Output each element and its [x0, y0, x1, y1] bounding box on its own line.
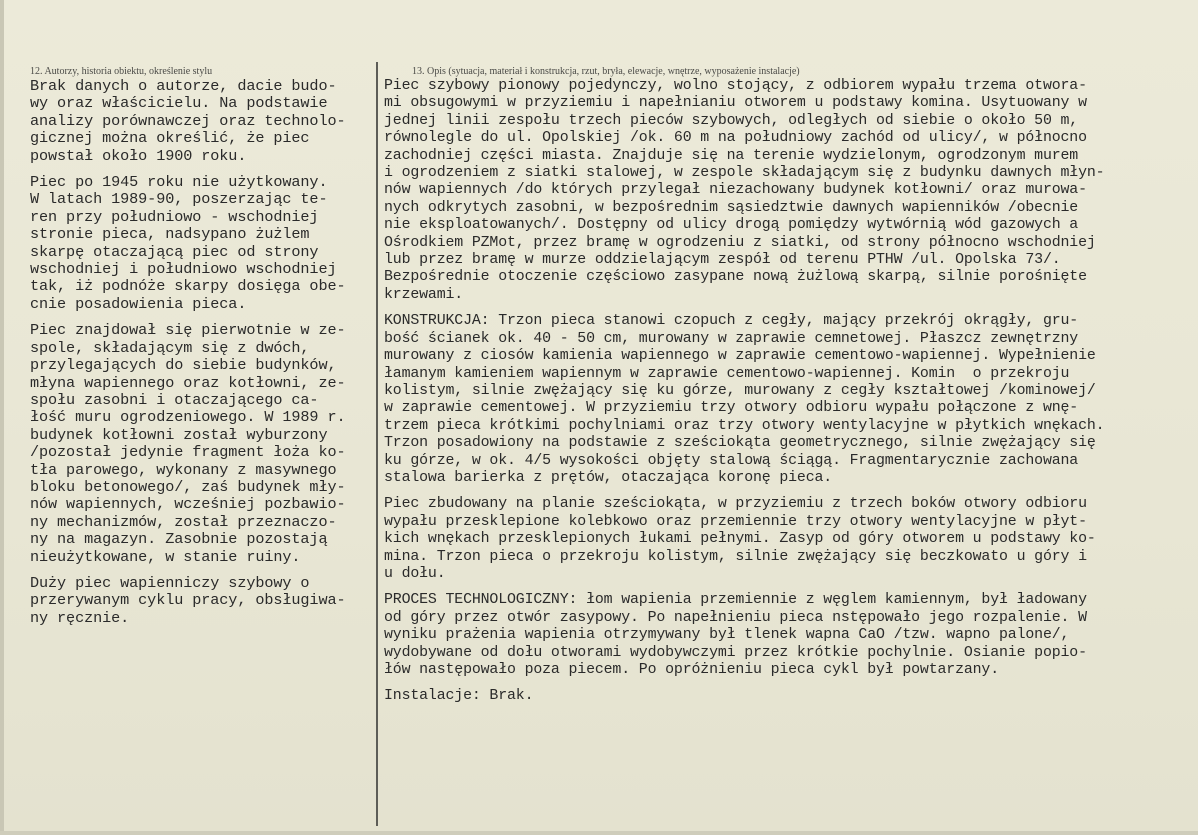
history-paragraph [30, 174, 370, 313]
text-line: i ogrodzeniem z siatki stalowej, w zespole składającym się z budynku dawnych młyn- [384, 165, 1105, 182]
text-line: wyniku prażenia wapienia otrzymywany był tlenek wapna CaO /tzw. wapno palone/, [384, 627, 1070, 644]
text-line: stalowa barierka z prętów, otaczająca koronę pieca. [384, 469, 833, 486]
text-line: /pozostał jedynie fragment łoża ko- [30, 443, 346, 462]
description-column [384, 78, 1190, 715]
text-line: społu zasobni i otaczającego ca- [30, 390, 319, 409]
text-line: wschodniej i południowo wschodniej [30, 260, 337, 279]
text-line: mi obsugowymi w przyziemiu i napełnianiu otworem u podstawy komina. Usytuowany w [384, 95, 1087, 112]
text-line: murowany z ciosów kamienia wapiennego w zaprawie cementowo-wapiennej. Wypełnienie [384, 348, 1096, 365]
field-13-header: 13. Opis (sytuacja, materiał i konstrukcja, rzut, bryła, elewacje, wnętrze, wyposażenie instalacje) [412, 66, 800, 77]
text-line: gicznej można określić, że piec [30, 129, 310, 148]
history-paragraph [30, 575, 370, 627]
text-line: nych odkrytych zasobni, w bezpośrednim sąsiedztwie dawnych wapienników /obecnie [384, 199, 1079, 216]
text-line: Instalacje: Brak. [384, 688, 534, 705]
text-line: Duży piec wapienniczy szybowy o [30, 573, 310, 592]
text-line: jednej linii zespołu trzech pieców szybowych, odległych od siebie o około 50 m, [384, 112, 1079, 129]
text-line: tak, iż podnóże skarpy dosięga obe- [30, 277, 346, 296]
text-line: od góry przez otwór zasypowy. Po napełnieniu pieca nstępowało jego rozpalenie. W [384, 609, 1087, 626]
text-line: Trzon posadowiony na podstawie z sześciokąta geometrycznego, silnie zwężający się [384, 435, 1096, 452]
text-line: przylegających do siebie budynków, [30, 356, 337, 375]
text-line: ku górze, w ok. 4/5 wysokości objęty stalową ściągą. Fragmentarycznie zachowana [384, 452, 1079, 469]
text-line: u dołu. [384, 565, 446, 582]
description-paragraph [384, 313, 1190, 487]
text-line: trzem pieca krótkimi pochylniami oraz trzy otwory wentylacyjne w płytkich wnękach. [384, 417, 1105, 434]
history-paragraph [30, 78, 370, 165]
text-line: lub przez bramę w murze oddzielającym zespół od terenu PTHW /ul. Opolska 73/. [384, 252, 1061, 269]
text-line: KONSTRUKCJA: Trzon pieca stanowi czopuch z cegły, mający przekrój okrągły, gru- [384, 313, 1079, 330]
description-paragraph [384, 688, 1190, 705]
text-line: łamanym kamieniem wapiennym w zaprawie cementowo-wapiennej. Komin o przekroju [384, 365, 1070, 382]
text-line: skarpę otaczającą piec od strony [30, 242, 319, 261]
text-line: w zaprawie cementowej. W przyziemiu trzy otwory odbioru wypału połączone z wnę- [384, 400, 1079, 417]
text-line: bość ścianek ok. 40 - 50 cm, murowany w zaprawie cemnetowej. Płaszcz zewnętrzny [384, 330, 1079, 347]
text-line: wypału przesklepione kolebkowo oraz przemiennie trzy otwory wentylacyjne w płyt- [384, 513, 1087, 530]
text-line: mina. Trzon pieca o przekroju kolistym, silnie zwężający się beczkowato u góry i [384, 548, 1087, 565]
text-line: ny ręcznie. [30, 608, 130, 627]
text-line: W latach 1989-90, poszerzając te- [30, 190, 328, 209]
text-line: kich wnękach przesklepionych łukami pełnymi. Zasyp od góry otworem u podstawy ko- [384, 531, 1096, 548]
text-line: PROCES TECHNOLOGICZNY: łom wapienia przemiennie z węglem kamiennym, był ładowany [384, 592, 1087, 609]
text-line: Piec szybowy pionowy pojedynczy, wolno stojący, z odbiorem wypału trzema otwora- [384, 78, 1087, 94]
text-line: stronie pieca, nadsypano żużlem [30, 225, 310, 244]
text-line: powstał około 1900 roku. [30, 146, 247, 165]
description-paragraph [384, 496, 1190, 583]
text-line: przerywanym cyklu pracy, obsługiwa- [30, 591, 346, 610]
description-paragraph [384, 78, 1190, 304]
text-line: krzewami. [384, 286, 464, 303]
text-line: Brak danych o autorze, dacie budo- [30, 77, 337, 95]
text-line: ny na magazyn. Zasobnie pozostają [30, 530, 328, 549]
text-line: młyna wapiennego oraz kotłowni, ze- [30, 373, 346, 392]
text-line: łów następowało poza piecem. Po opróżnieniu pieca cykl był powtarzany. [384, 662, 1000, 678]
column-divider [376, 62, 378, 826]
text-line: Piec znajdował się pierwotnie w ze- [30, 321, 346, 340]
text-line: ny mechanizmów, został przeznaczo- [30, 512, 337, 531]
text-line: łość muru ogrodzeniowego. W 1989 r. [30, 408, 346, 427]
text-line: budynek kotłowni został wyburzony [30, 425, 328, 444]
page-bottom-edge [0, 831, 1198, 835]
text-line: cnie posadowienia pieca. [30, 294, 247, 313]
text-line: analizy porównawczej oraz technolo- [30, 111, 346, 130]
text-line: spole, składającym się z dwóch, [30, 338, 310, 357]
text-line: nieużytkowane, w stanie ruiny. [30, 547, 301, 566]
text-line: Piec zbudowany na planie sześciokąta, w przyziemiu z trzech boków otwory odbioru [384, 496, 1087, 513]
text-line: zachodniej części miasta. Znajduje się na terenie wydzielonym, ogrodzonym murem [384, 147, 1079, 164]
history-column [30, 78, 370, 636]
field-12-header: 12. Autorzy, historia obiektu, określenie stylu [30, 66, 213, 77]
description-paragraph [384, 592, 1190, 679]
text-line: wy oraz właścicielu. Na podstawie [30, 94, 328, 113]
text-line: bloku betonowego/, zaś budynek mły- [30, 477, 346, 496]
text-line: Piec po 1945 roku nie użytkowany. [30, 173, 328, 192]
text-line: Ośrodkiem PZMot, przez bramę w ogrodzeniu z siatki, od strony północno wschodniej [384, 234, 1096, 251]
text-line: kolistym, silnie zwężający się ku górze, murowany z cegły kształtowej /kominowej/ [384, 382, 1096, 399]
text-line: ren przy południowo - wschodniej [30, 207, 319, 226]
page-left-edge [0, 0, 4, 835]
history-paragraph [30, 322, 370, 566]
text-line: tła parowego, wykonany z masywnego [30, 460, 337, 479]
text-line: nów wapiennych /do których przylegał niezachowany budynek kotłowni/ oraz murowa- [384, 182, 1087, 199]
text-line: nów wapiennych, wcześniej pozbawio- [30, 495, 346, 514]
text-line: wydobywane od dołu otworami wydobywczymi przez krótkie pochylnie. Osianie popio- [384, 644, 1087, 661]
text-line: równolegle do ul. Opolskiej /ok. 60 m na południowy zachód od ulicy/, w północno [384, 130, 1087, 147]
text-line: nie eksploatowanych/. Dostępny od ulicy drogą pomiędzy wytwórnią wód gazowych a [384, 217, 1079, 234]
text-line: Bezpośrednie otoczenie częściowo zasypane nową żużlową skarpą, silnie porośnięte [384, 269, 1087, 286]
